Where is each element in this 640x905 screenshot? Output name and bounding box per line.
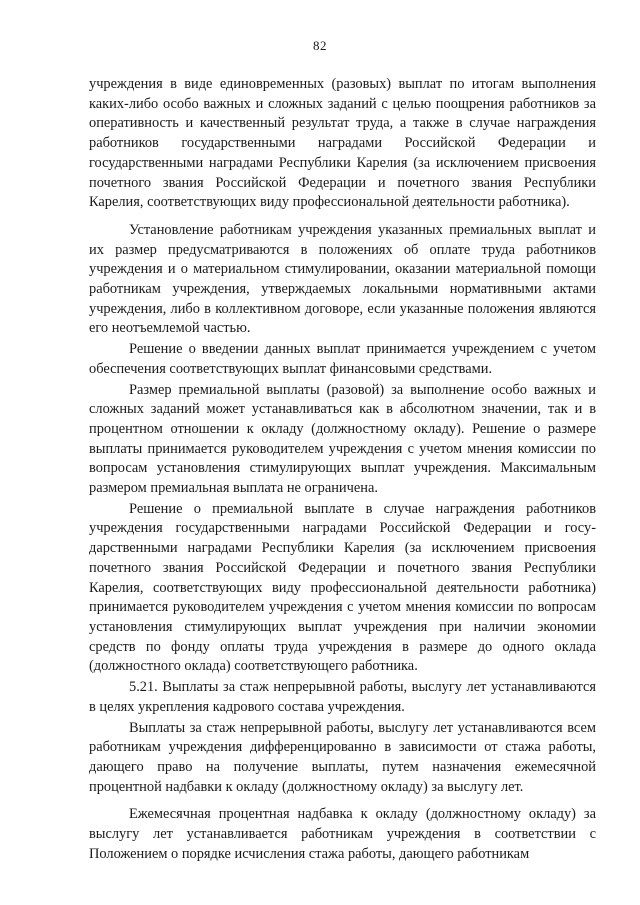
paragraph-seniority-payments: Выплаты за стаж непрерывной работы, выслугу лет устанавливаются всем работникам учреждения дифференцированно в зависимости от стажа работы, дающего право на получение выплаты, путем назначения ежемесячной процентной надбавки к окладу (должностному окладу) за выслугу лет. <box>89 719 596 795</box>
page-number: 82 <box>313 38 327 53</box>
paragraph-bonus-provisions: Установление работникам учреждения указанных премиальных выплат и их размер предусматриваются в положениях об оплате труда работников учреждения и о материальном стимулировании, оказании материальной помощи работникам учреждения, утверждаемых локальными нормативными актами учреждения, либо в коллективном договоре, если указанные положения являются его неотъемлемой частью. <box>89 221 596 337</box>
paragraph-bonus-decision: Решение о введении данных выплат принимается учреждением с учетом обеспечения соответствующих выплат финансовыми средствами. <box>89 341 596 377</box>
paragraph-bonus-size: Размер премиальной выплаты (разовой) за выполнение особо важных и сложных заданий может устанавливаться как в абсолютном значении, так и в процентном отношении к окладу (должностному окладу). Решение о размере выплаты принимается руководителем учреждения с учетом мнения комиссии по вопросам установления стимулирующих выплат учреждения. Максимальным размером премиальная выплата не ограничена. <box>89 381 596 497</box>
paragraph-continuation: учреждения в виде единовременных (разовых) выплат по итогам выполнения каких-либо особо важных и сложных заданий с целью поощрения работников за оперативность и качественный результат труда, а также в случае награждения работников государственными наградами Российской Федерации и государственными наградами Республики Карелия (за исключением присвоения почетного звания Российской Федерации и почетного звания Республики Карелия, соответствующих виду профессиональной деятельности работника). <box>89 76 596 211</box>
paragraph-monthly-allowance: Ежемесячная процентная надбавка к окладу (должностному окладу) за выслугу лет устанавливается работникам учреждения в соответствии с Положением о порядке исчисления стажа работы, дающего работникам <box>89 806 596 862</box>
paragraph-section-5-21: 5.21. Выплаты за стаж непрерывной работы, выслугу лет устанавливаются в целях укрепления кадрового состава учреждения. <box>89 679 596 715</box>
document-body <box>89 75 596 864</box>
paragraph-award-bonus: Решение о премиальной выплате в случае награждения работников учреждения государственными наградами Российской Федерации и государственными наградами Республики Карелия (за исключением присвоения почетного звания Российской Федерации и почетного звания Республики Карелия, соответствующих виду профессиональной деятельности работника) принимается руководителем учреждения с учетом мнения комиссии по вопросам установления стимулирующих выплат учреждения при наличии экономии средств по фонду оплаты труда учреждения в размере до одного оклада (должностного оклада) соответствующего работника. <box>89 500 596 675</box>
